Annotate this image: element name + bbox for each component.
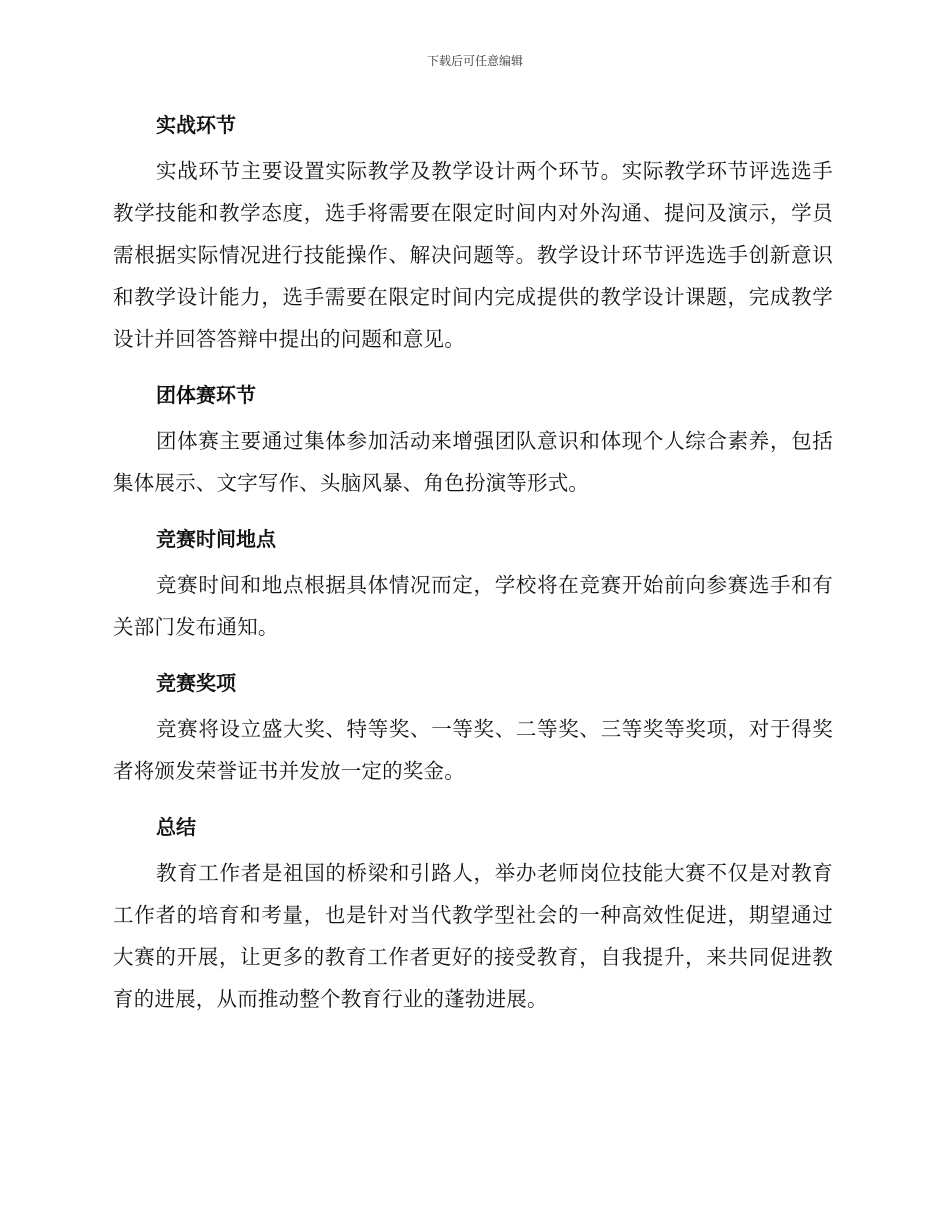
section-paragraph: 团体赛主要通过集体参加活动来增强团队意识和体现个人综合素养，包括集体展示、文字写作、头脑风暴、角色扮演等形式。 [113, 429, 833, 495]
section-title: 总结 [156, 815, 196, 839]
section-title: 团体赛环节 [156, 383, 256, 407]
section-paragraph: 竞赛时间和地点根据具体情况而定，学校将在竞赛开始前向参赛选手和有关部门发布通知。 [113, 573, 833, 639]
section-title: 竞赛奖项 [156, 671, 236, 695]
section-time-location [113, 524, 833, 648]
section-awards [113, 668, 833, 792]
section-practical [113, 110, 833, 360]
section-title: 实战环节 [156, 113, 236, 137]
section-paragraph: 实战环节主要设置实际教学及教学设计两个环节。实际教学环节评选选手教学技能和教学态度，选手将需要在限定时间内对外沟通、提问及演示，学员需根据实际情况进行技能操作、解决问题等。教学设计环节评选选手创新意识和教学设计能力，选手需要在限定时间内完成提供的教学设计课题，完成教学设计并回答答辩中提出的问题和意见。 [113, 159, 833, 351]
section-title: 竞赛时间地点 [156, 527, 276, 551]
section-team-competition [113, 380, 833, 504]
document-body [113, 110, 833, 1040]
section-paragraph: 教育工作者是祖国的桥梁和引路人，举办老师岗位技能大赛不仅是对教育工作者的培育和考量，也是针对当代教学型社会的一种高效性促进，期望通过大赛的开展，让更多的教育工作者更好的接受教育，自我提升，来共同促进教育的进展，从而推动整个教育行业的蓬勃进展。 [113, 861, 833, 1011]
section-summary [113, 812, 833, 1020]
section-paragraph: 竞赛将设立盛大奖、特等奖、一等奖、二等奖、三等奖等奖项，对于得奖者将颁发荣誉证书并发放一定的奖金。 [113, 717, 833, 783]
page-header: 下载后可任意编辑 [426, 54, 523, 68]
